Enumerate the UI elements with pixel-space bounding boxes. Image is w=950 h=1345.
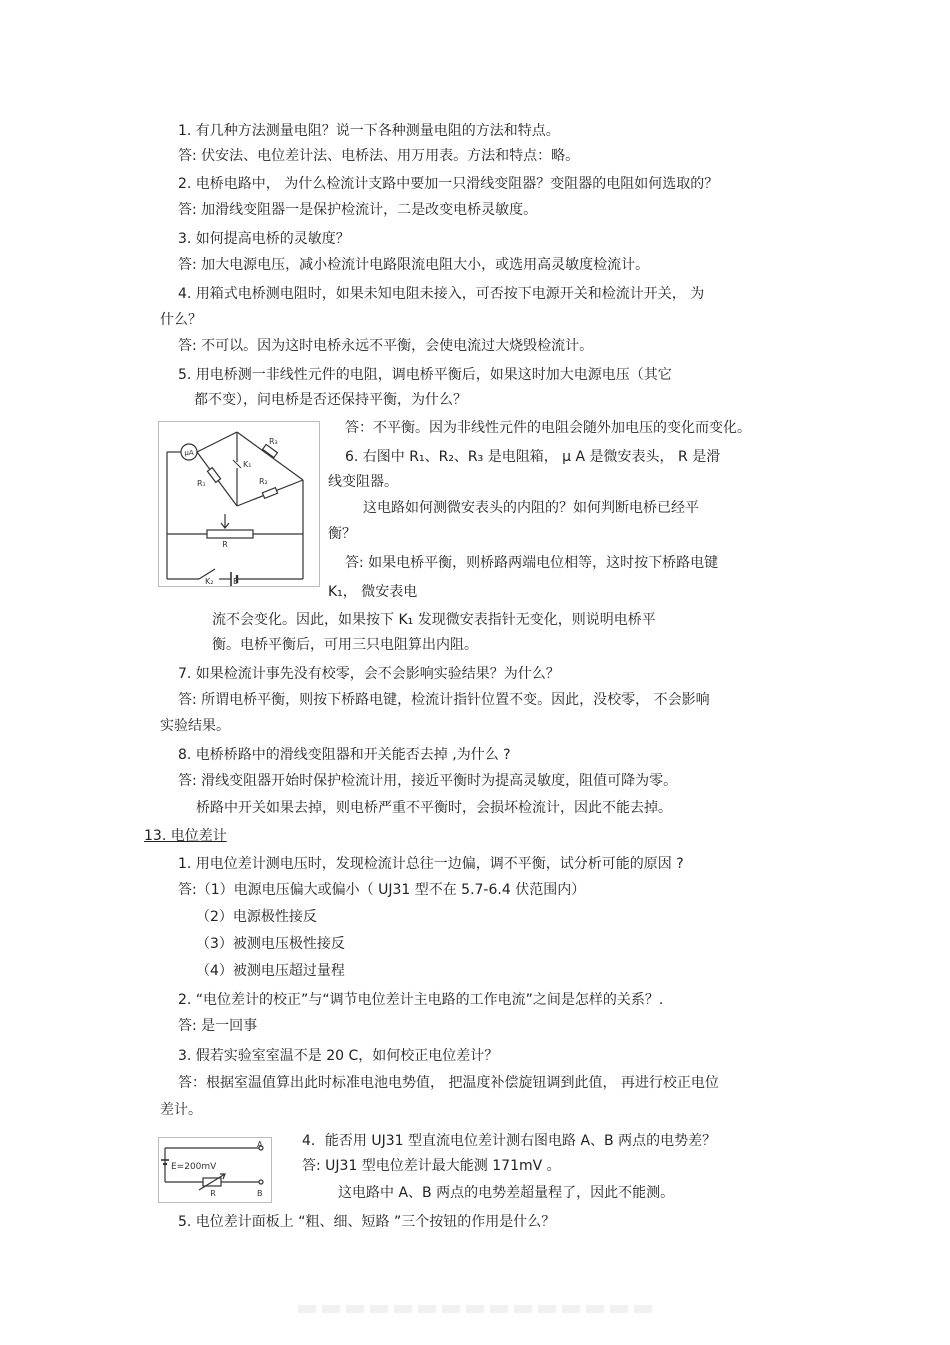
pot-answer-1-item-4: （4）被测电压超过量程: [196, 963, 345, 979]
question-1: 1. 有几种方法测量电阻？说一下各种测量电阻的方法和特点。: [178, 123, 560, 139]
answer-6-continued: K₁， 微安表电: [328, 584, 418, 600]
question-5: 5. 用电桥测一非线性元件的电阻，调电桥平衡后，如果这时加大电源电压（其它: [178, 367, 672, 383]
question-6-part-2: 这电路如何测微安表头的内阻的？如何判断电桥已经平: [363, 500, 699, 516]
answer-8: 答: 滑线变阻器开始时保护检流计用，接近平衡时为提高灵敏度，阻值可降为零。: [178, 773, 678, 789]
r-label: R: [222, 540, 228, 549]
answer-7: 答: 所谓电桥平衡，则按下桥路电键，检流计指针位置不变。因此，没校零， 不会影响: [178, 692, 710, 708]
voltage-circuit-figure: [158, 1137, 272, 1203]
e-label: E: [233, 577, 239, 586]
pot-question-5: 5. 电位差计面板上 “粗、细、短路 ”三个按钮的作用是什么？: [178, 1214, 556, 1230]
answer-3: 答: 加大电源电压，减小检流计电路限流电阻大小，或选用高灵敏度检流计。: [178, 257, 650, 273]
pot-answer-3-continued: 差计。: [160, 1102, 202, 1118]
microammeter-label: μA: [184, 449, 194, 457]
answer-4: 答: 不可以。因为这时电桥永远不平衡，会使电流过大烧毁检流计。: [178, 338, 594, 354]
pot-question-3: 3. 假若实验室室温不是 20 C，如何校正电位差计？: [178, 1048, 499, 1064]
question-6-part-2-continued: 衡？: [328, 526, 356, 542]
emf-label: E=200mV: [171, 1162, 217, 1172]
pot-question-1: 1. 用电位差计测电压时，发现检流计总往一边偏，调不平衡，试分析可能的原因 ?: [178, 856, 684, 872]
question-2: 2. 电桥电路中， 为什么检流计支路中要加一只滑线变阻器？变阻器的电阻如何选取的？: [178, 176, 719, 192]
answer-5: 答：不平衡。因为非线性元件的电阻会随外加电压的变化而变化。: [345, 420, 751, 436]
footer-watermark: [298, 1305, 652, 1313]
pot-answer-3: 答：根据室温值算出此时标准电池电势值， 把温度补偿旋钮调到此值， 再进行校正电位: [178, 1075, 719, 1091]
question-4: 4. 用箱式电桥测电阻时，如果未知电阻未接入，可否按下电源开关和检流计开关， 为: [178, 286, 705, 302]
answer-6: 答: 如果电桥平衡，则桥路两端电位相等，这时按下桥路电键: [345, 555, 719, 571]
answer-2: 答: 加滑线变阻器一是保护检流计，二是改变电桥灵敏度。: [178, 202, 538, 218]
resistor-r-label: R: [210, 1189, 216, 1198]
answer-6-part-2: 流不会变化。因此，如果按下 K₁ 发现微安表指针无变化，则说明电桥平: [212, 612, 656, 628]
bridge-circuit-figure: [158, 421, 320, 587]
section-heading: 13. 电位差计: [144, 828, 227, 844]
question-3: 3. 如何提高电桥的灵敏度？: [178, 231, 350, 247]
question-8: 8. 电桥桥路中的滑线变阻器和开关能否去掉 ,为什么 ?: [178, 747, 511, 763]
answer-6-part-3: 衡。电桥平衡后，可用三只电阻算出内阻。: [212, 637, 478, 653]
question-6: 6. 右图中 R₁、R₂、R₃ 是电阻箱， μ A 是微安表头， R 是滑: [345, 449, 721, 465]
r1-label: R₁: [197, 479, 206, 488]
question-4-continued: 什么？: [160, 312, 202, 328]
r2-label: R₂: [259, 477, 268, 486]
answer-8-continued: 桥路中开关如果去掉，则电桥严重不平衡时，会损坏检流计，因此不能去掉。: [196, 800, 672, 816]
answer-7-continued: 实验结果。: [160, 718, 230, 734]
terminal-a-label: A: [257, 1140, 263, 1149]
pot-answer-2: 答: 是一回事: [178, 1018, 258, 1034]
question-5-continued: 都不变），问电桥是否还保持平衡，为什么？: [194, 392, 467, 408]
pot-question-2: 2. “电位差计的校正”与“调节电位差计主电路的工作电流”之间是怎样的关系？.: [178, 992, 664, 1008]
question-7: 7. 如果检流计事先没有校零，会不会影响实验结果？为什么？: [178, 666, 560, 682]
r3-label: R₃: [269, 437, 278, 446]
terminal-b-label: B: [257, 1189, 263, 1198]
pot-answer-4-continued: 这电路中 A、B 两点的电势差超量程了，因此不能测。: [338, 1185, 675, 1201]
answer-1: 答: 伏安法、电位差计法、电桥法、用万用表。方法和特点：略。: [178, 148, 580, 164]
k1-label: K₁: [243, 460, 252, 469]
k2-label: K₂: [205, 577, 214, 586]
pot-answer-4: 答: UJ31 型电位差计最大能测 171mV 。: [302, 1158, 561, 1174]
pot-answer-1-item-3: （3）被测电压极性接反: [196, 936, 345, 952]
pot-question-4: 4．能否用 UJ31 型直流电位差计测右图电路 A、B 两点的电势差？: [302, 1133, 717, 1149]
pot-answer-1-item-2: （2）电源极性接反: [196, 909, 317, 925]
question-6-continued: 线变阻器。: [328, 474, 398, 490]
pot-answer-1: 答:（1）电源电压偏大或偏小（ UJ31 型不在 5.7-6.4 伏范围内）: [178, 882, 586, 898]
